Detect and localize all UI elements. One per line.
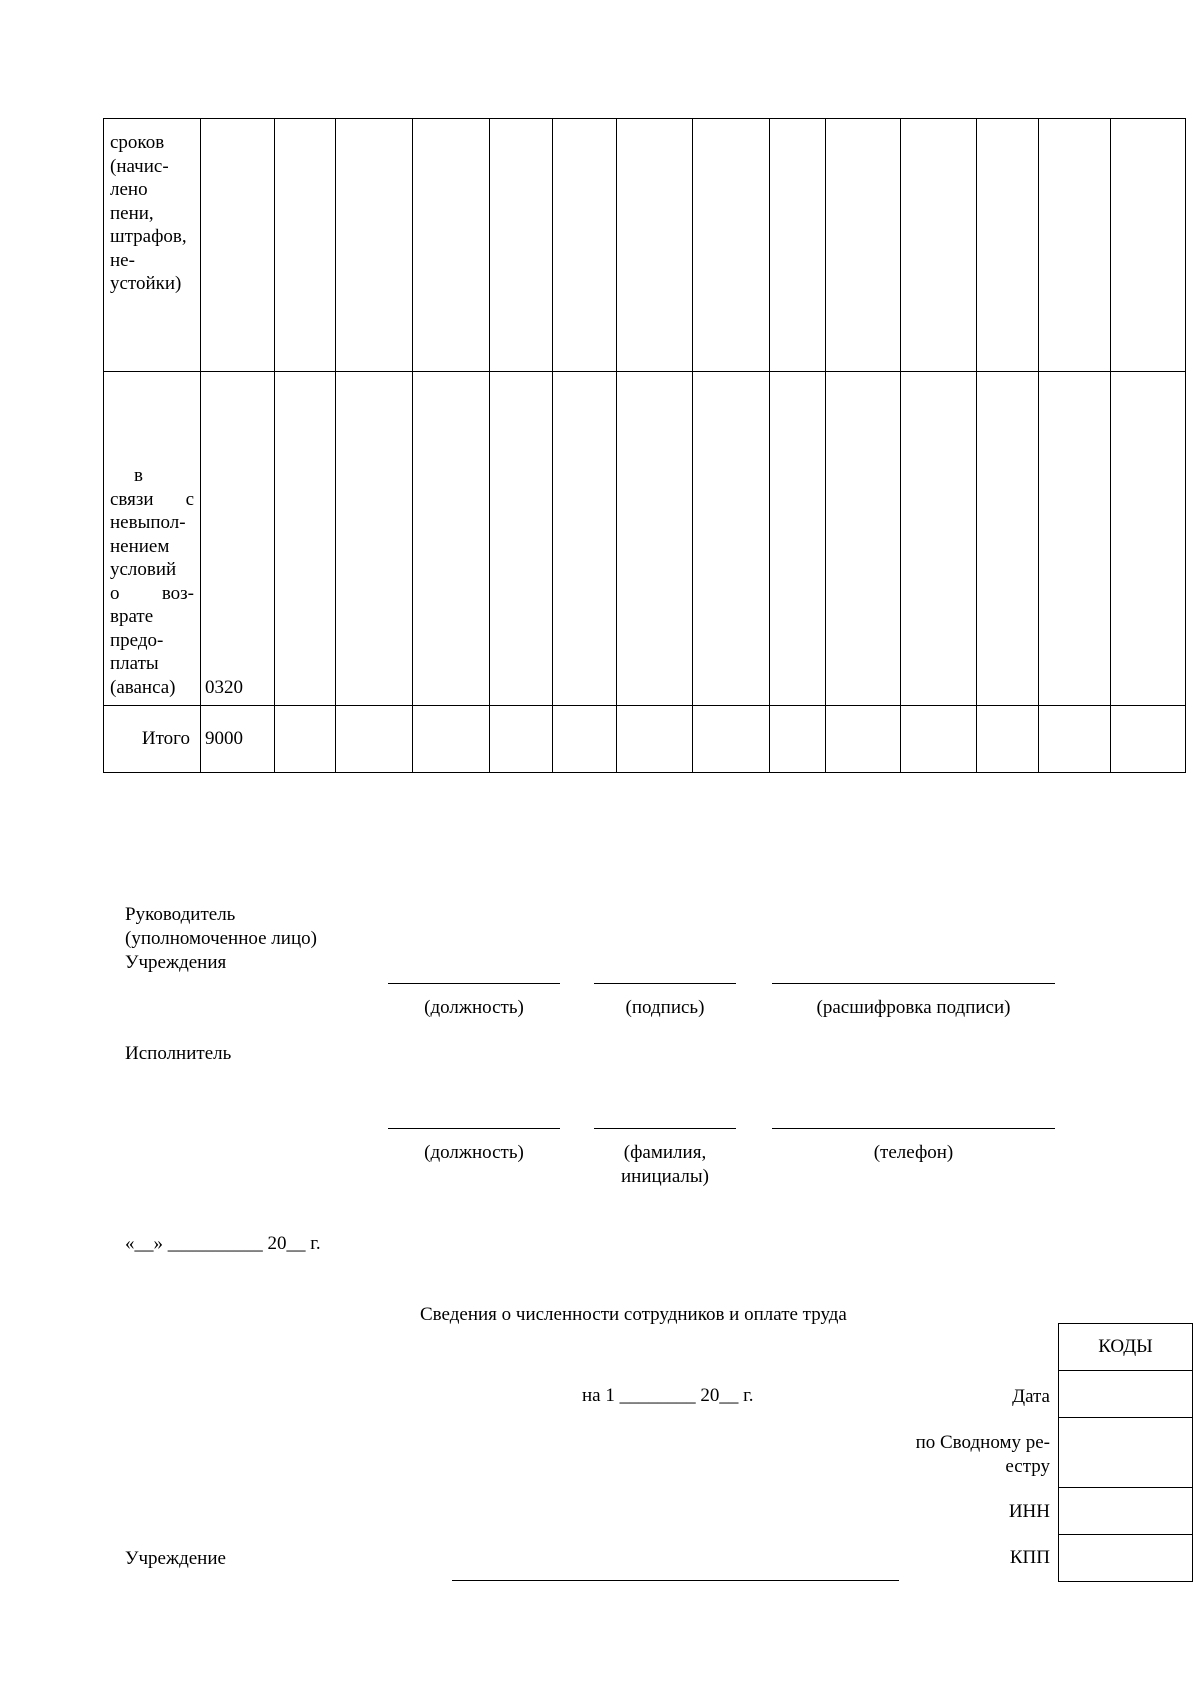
label-line: невыпол- (110, 512, 186, 533)
head-label-line: Учреждения (125, 952, 227, 973)
label-line: естру (1005, 1456, 1050, 1477)
caption-line: инициалы) (620, 1166, 709, 1187)
label-line: врате (110, 606, 154, 627)
code-registry-cell[interactable] (1059, 1418, 1193, 1488)
codes-header: КОДЫ (1059, 1324, 1193, 1371)
head-label (125, 903, 317, 975)
table-cell[interactable] (826, 372, 901, 706)
row-label (104, 706, 201, 773)
table-cell[interactable] (617, 119, 693, 372)
code-date-cell[interactable] (1059, 1371, 1193, 1418)
kpp-label: КПП (1009, 1547, 1050, 1568)
head-decoding-caption: (расшифровка подписи) (816, 997, 1011, 1018)
form-title: Сведения о численности сотрудников и оплате труда (420, 1304, 847, 1325)
table-cell[interactable] (1039, 372, 1111, 706)
row-label (104, 372, 201, 706)
table-cell[interactable] (770, 119, 826, 372)
institution-line[interactable] (452, 1580, 899, 1581)
row-code: 9000 (201, 706, 275, 773)
executor-phone-caption: (телефон) (873, 1142, 954, 1163)
label-line: лено (110, 179, 148, 200)
code-kpp-cell[interactable] (1059, 1535, 1193, 1582)
label-line: условий (110, 559, 177, 580)
label-line: связи с (110, 488, 194, 510)
label-line: в (134, 465, 143, 486)
head-decoding-line[interactable] (772, 983, 1055, 984)
table-cell[interactable] (617, 706, 693, 773)
label-line: штрафов, (110, 226, 187, 247)
table-cell[interactable] (693, 706, 770, 773)
label-line: пени, (110, 202, 154, 224)
table-cell[interactable] (336, 372, 413, 706)
table-row (104, 372, 1186, 706)
table-cell[interactable] (336, 706, 413, 773)
label-line: предо- (110, 629, 164, 651)
table-cell[interactable] (1111, 706, 1186, 773)
executor-label: Исполнитель (125, 1043, 232, 1064)
executor-position-caption: (должность) (424, 1142, 524, 1163)
label-line: (аванса) (110, 676, 176, 698)
table-cell[interactable] (275, 706, 336, 773)
table-cell[interactable] (413, 706, 490, 773)
head-signature-line[interactable] (594, 983, 736, 984)
table-cell[interactable] (275, 119, 336, 372)
table-cell[interactable] (901, 372, 977, 706)
label-line: нением (110, 535, 170, 557)
table-cell[interactable] (770, 706, 826, 773)
table-cell[interactable] (553, 119, 617, 372)
inn-label: ИНН (1008, 1501, 1050, 1522)
registry-code-label (916, 1431, 1050, 1479)
table-cell[interactable] (413, 372, 490, 706)
table-cell[interactable] (553, 372, 617, 706)
caption-line: (фамилия, (623, 1142, 707, 1163)
main-table (103, 118, 1186, 773)
label-line: не- (110, 249, 135, 271)
table-row (104, 119, 1186, 372)
table-cell[interactable] (490, 706, 553, 773)
table-cell[interactable] (826, 119, 901, 372)
executor-name-caption (580, 1141, 750, 1189)
table-cell[interactable] (617, 372, 693, 706)
total-label: Итого (141, 728, 190, 750)
table-row-total (104, 706, 1186, 773)
table-cell[interactable] (977, 372, 1039, 706)
table-cell[interactable] (901, 706, 977, 773)
label-line: устойки) (110, 273, 182, 294)
table-cell[interactable] (275, 372, 336, 706)
table-cell[interactable] (1111, 372, 1186, 706)
head-label-line: (уполномоченное лицо) (125, 928, 317, 949)
row-label (104, 119, 201, 372)
report-date-line: на 1 ________ 20__ г. (582, 1385, 754, 1406)
table-cell[interactable] (826, 706, 901, 773)
date-line: «__» __________ 20__ г. (125, 1233, 321, 1254)
table-cell[interactable] (553, 706, 617, 773)
table-cell[interactable] (770, 372, 826, 706)
head-position-caption: (должность) (424, 997, 524, 1018)
label-line: по Сводному ре- (915, 1432, 1050, 1453)
head-position-line[interactable] (388, 983, 560, 984)
table-cell[interactable] (336, 119, 413, 372)
executor-name-line[interactable] (594, 1128, 736, 1129)
table-cell[interactable] (693, 372, 770, 706)
table-cell[interactable] (977, 706, 1039, 773)
table-cell[interactable] (901, 119, 977, 372)
table-cell[interactable] (1039, 706, 1111, 773)
institution-label: Учреждение (125, 1548, 226, 1569)
head-signature-caption: (подпись) (625, 997, 705, 1018)
table-cell[interactable] (1039, 119, 1111, 372)
label-line: сроков (110, 132, 165, 153)
date-code-label: Дата (1012, 1386, 1050, 1407)
table-cell[interactable] (977, 119, 1039, 372)
row-code: 0320 (201, 372, 275, 706)
label-line: платы (110, 653, 159, 674)
table-cell[interactable] (413, 119, 490, 372)
label-line: (начис- (110, 155, 169, 177)
code-inn-cell[interactable] (1059, 1488, 1193, 1535)
table-cell[interactable] (490, 372, 553, 706)
row-code (201, 119, 275, 372)
executor-phone-line[interactable] (772, 1128, 1055, 1129)
label-line: о воз- (110, 582, 194, 604)
table-cell[interactable] (693, 119, 770, 372)
table-cell[interactable] (1111, 119, 1186, 372)
head-label-line: Руководитель (125, 904, 236, 925)
codes-box (1058, 1323, 1193, 1582)
table-cell[interactable] (490, 119, 553, 372)
executor-position-line[interactable] (388, 1128, 560, 1129)
